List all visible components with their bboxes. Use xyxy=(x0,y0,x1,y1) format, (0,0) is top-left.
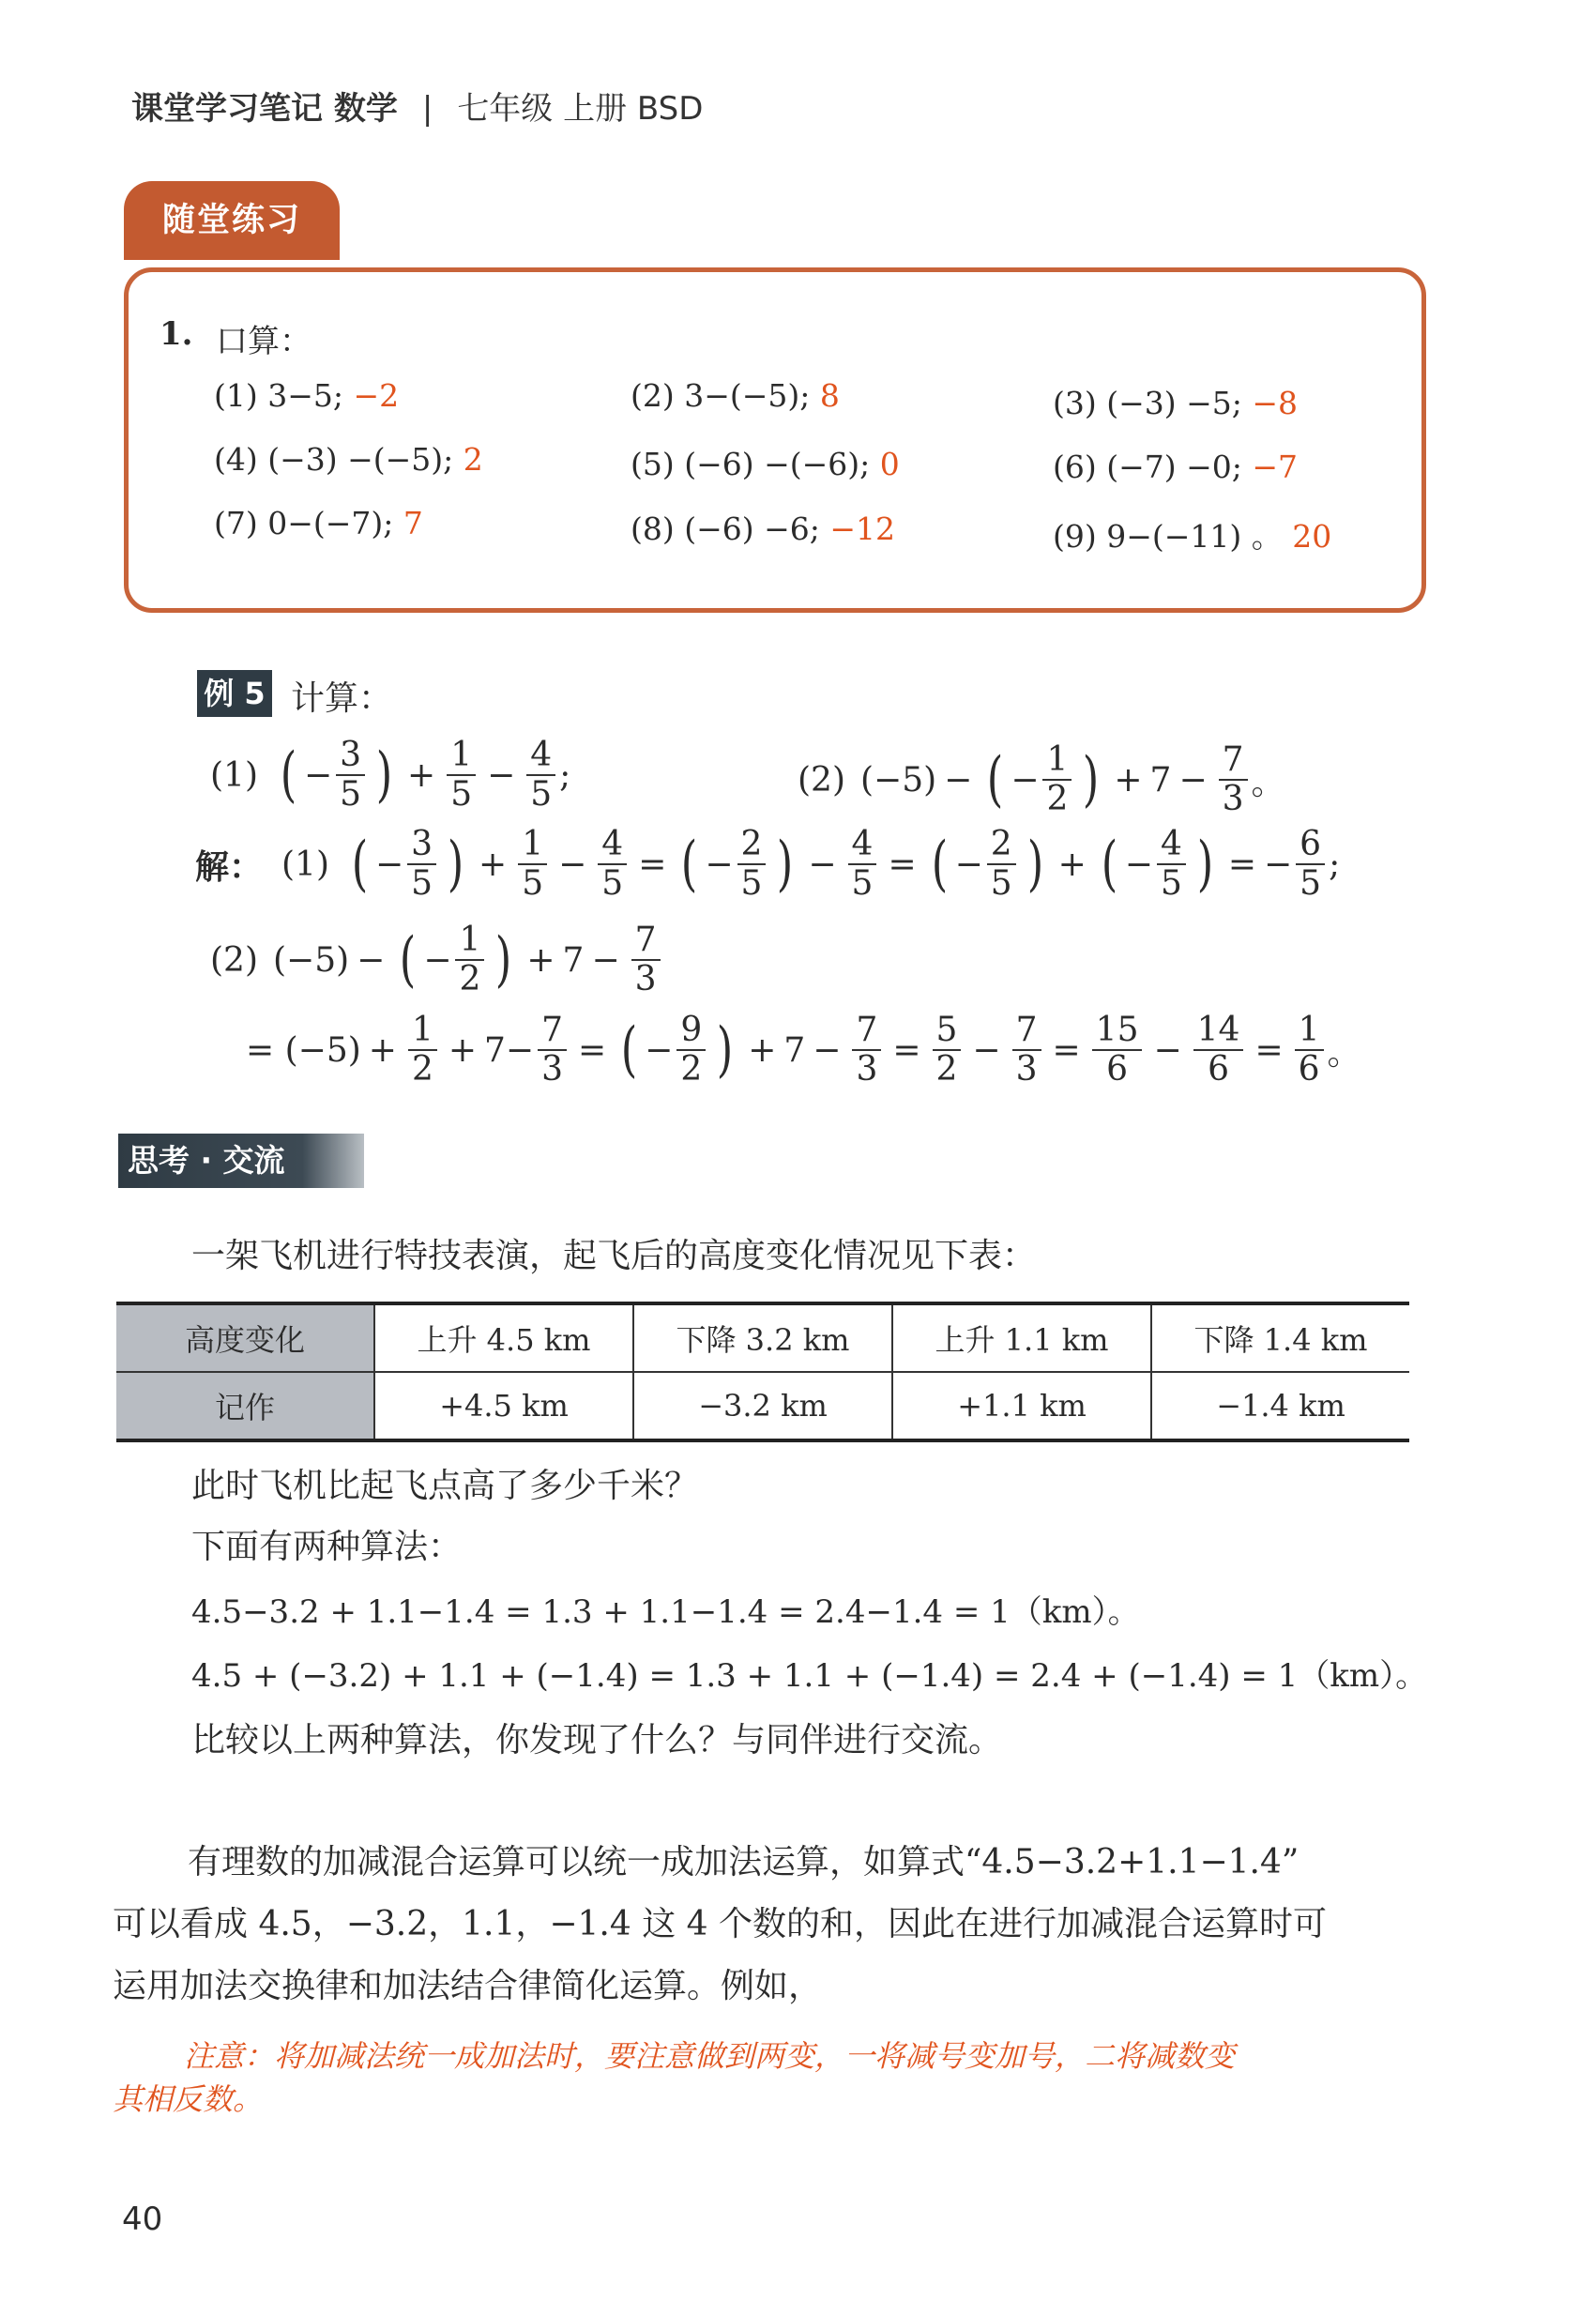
practice-item: (4) (−3) −(−5); 2 xyxy=(214,441,483,478)
practice-item: (6) (−7) −0; −7 xyxy=(1053,449,1299,485)
practice-item: (8) (−6) −6; −12 xyxy=(631,510,896,547)
practice-item: (3) (−3) −5; −8 xyxy=(1053,385,1299,421)
solution-1: 解： (1) ( − $\frac{3}{5}$ ) + $\frac{1}{5}$ − $\frac{4}{5}$ = ( − $\frac{2}{5}$ ) − $\frac{4}{5}$ = ( − $\frac{2}{5}$ ) + ( − $\frac{4}{5}$ ) = − $\frac{6}{5}$ ; xyxy=(195,825,1341,903)
practice-item: (1) 3−5; −2 xyxy=(214,377,400,414)
page-number: 40 xyxy=(122,2201,163,2238)
altitude-table xyxy=(116,1302,1409,1442)
method-2: 4.5 + (−3.2) + 1.1 + (−1.4) = 1.3 + 1.1 + (−1.4) = 2.4 + (−1.4) = 1（km）。 xyxy=(191,1657,1428,1695)
book-title: 课堂学习笔记 数学 xyxy=(131,90,398,128)
body-line: 可以看成 4.5，−3.2，1.1，−1.4 这 4 个数的和，因此在进行加减混合运算时可 xyxy=(113,1905,1328,1943)
table-row xyxy=(116,1303,1409,1372)
practice-answer: −8 xyxy=(1252,385,1299,421)
think-tag: 思考 · 交流 xyxy=(118,1134,364,1188)
practice-answer: 2 xyxy=(463,441,483,478)
solution-2-line2: = (−5) + $\frac{1}{2}$ + 7− $\frac{7}{3}$ = ( − $\frac{9}{2}$ ) + 7 − $\frac{7}{3}$ = $\frac{5}{2}$ − $\frac{7}{3}$ = $\frac{15}{6}$ − $\frac{14}{6}$ = $\frac{1}{6}$ 。 xyxy=(246,1011,1361,1089)
compare-question: 比较以上两种算法，你发现了什么？与同伴进行交流。 xyxy=(191,1721,1003,1759)
practice-item: (2) 3−(−5); 8 xyxy=(631,377,840,414)
practice-answer: −12 xyxy=(829,510,896,547)
table-cell: 下降 1.4 km xyxy=(1151,1303,1409,1372)
table-cell: −1.4 km xyxy=(1151,1372,1409,1440)
example-title: 计算： xyxy=(291,679,393,718)
table-cell: +1.1 km xyxy=(892,1372,1151,1440)
method-1: 4.5−3.2 + 1.1−1.4 = 1.3 + 1.1−1.4 = 2.4−1.4 = 1（km）。 xyxy=(191,1593,1140,1631)
practice-item: (7) 0−(−7); 7 xyxy=(214,505,423,541)
table-row xyxy=(116,1372,1409,1440)
practice-answer: −7 xyxy=(1252,449,1299,485)
practice-answer: −2 xyxy=(353,377,400,414)
table-cell: 高度变化 xyxy=(116,1303,374,1372)
practice-item: (5) (−6) −(−6); 0 xyxy=(631,446,900,482)
note-line: 其相反数。 xyxy=(113,2081,264,2117)
problem-2: (2) (−5) − ( − $\frac{1}{2}$ ) + 7 − $\frac{7}{3}$ 。 xyxy=(798,740,1285,818)
practice-tab: 随堂练习 xyxy=(124,181,340,260)
practice-answer: 7 xyxy=(403,505,423,541)
table-cell: −3.2 km xyxy=(633,1372,892,1440)
grade-label: 七年级 上册 BSD xyxy=(457,90,704,128)
question-title: 口算： xyxy=(216,323,312,360)
solution-2-line1: (2) (−5) − ( − $\frac{1}{2}$ ) + 7 − $\frac{7}{3}$ xyxy=(210,922,664,998)
note-line: 注意：将加减法统一成加法时，要注意做到两变，一将减号变加号，二将减数变 xyxy=(184,2038,1236,2074)
example-tag: 例 5 xyxy=(197,670,272,717)
table-cell: 上升 1.1 km xyxy=(892,1303,1151,1372)
question-number: 1. xyxy=(160,315,193,353)
table-cell: 下降 3.2 km xyxy=(633,1303,892,1372)
table-cell: +4.5 km xyxy=(374,1372,633,1440)
table-cell: 上升 4.5 km xyxy=(374,1303,633,1372)
practice-answer: 0 xyxy=(879,446,900,482)
practice-answer: 8 xyxy=(819,377,840,414)
practice-box xyxy=(124,267,1426,613)
body-line: 有理数的加减混合运算可以统一成加法运算，如算式“4.5−3.2+1.1−1.4” xyxy=(188,1843,1300,1881)
header-separator: | xyxy=(421,90,433,128)
body-line: 运用加法交换律和加法结合律简化运算。例如， xyxy=(113,1967,823,2005)
page-header xyxy=(131,83,703,129)
practice-answer: 20 xyxy=(1292,518,1332,555)
table-cell: 记作 xyxy=(116,1372,374,1440)
methods-intro: 下面有两种算法： xyxy=(191,1528,463,1566)
think-question: 此时飞机比起飞点高了多少千米？ xyxy=(191,1467,699,1505)
problem-1: (1) ( − $\frac{3}{5}$ ) + $\frac{1}{5}$ − $\frac{4}{5}$ ; xyxy=(210,736,571,814)
think-intro: 一架飞机进行特技表演，起飞后的高度变化情况见下表： xyxy=(191,1237,1037,1275)
practice-item: (9) 9−(−11) 。 20 xyxy=(1053,518,1332,555)
